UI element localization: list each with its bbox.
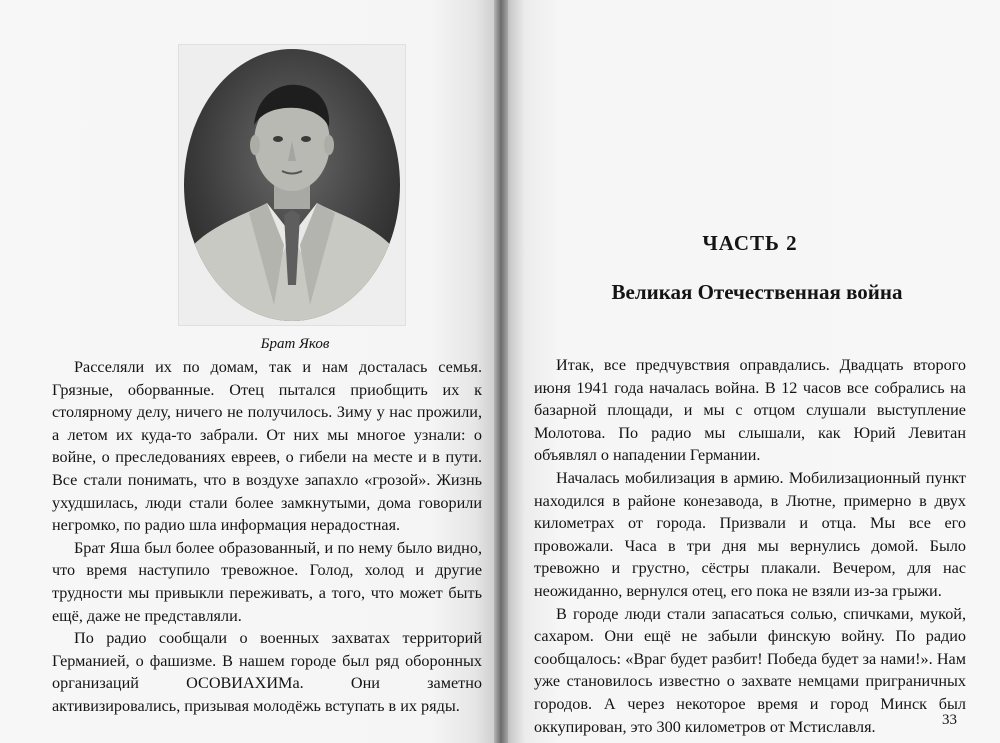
paragraph: По радио сообщали о военных захватах территорий Германией, о фашизме. В нашем городе был ряд оборонных организаций ОСОВИАХИМа. Они заметно активизировались, призывая молодёжь вступать в их ряды. [52, 629, 482, 715]
paragraph: Расселяли их по домам, так и нам досталась семья. Грязные, оборванные. Отец пытался приобщить их к столярному делу, ничего не получилось. Зиму у нас прожили, а летом их куда-то забрали. От них мы многое узнали: о войне, о преследованиях евреев, о гибели на месте и в пути. Все стали понимать, что в воздухе запахло «грозой». Жизнь ухудшилась, люди стали более замкнутыми, дома говорили негромко, по радио шла информация нерадостная. [52, 358, 482, 535]
paragraph: Брат Яша был более образованный, и по нему было видно, что время наступило тревожное. Голод, холод и другие трудности мы привыкли переживать, а того, что может быть ещё, даже не представляли. [52, 538, 482, 625]
left-page-text [52, 356, 482, 718]
part-title: Великая Отечественная война [611, 280, 903, 304]
part-label: ЧАСТЬ 2 [702, 231, 798, 255]
photo-caption: Брат Яков [260, 336, 330, 352]
portrait-image [179, 45, 405, 325]
paragraph: В городе люди стали запасаться солью, спичками, мукой, сахаром. Они ещё не забыли финскую войну. По радио сообщалось: «Враг будет разбит! Победа будет за нами!». Нам уже становилось известно о захвате немцами приграничных городов. А через некоторое время и город Минск был оккупирован, это 300 километров от Мстиславля. [534, 604, 966, 736]
portrait-photo [178, 44, 406, 326]
right-page-text [534, 354, 966, 738]
book-gutter [494, 0, 508, 743]
page-number: 33 [942, 712, 957, 728]
paragraph: Началась мобилизация в армию. Мобилизационный пункт находился в районе конезавода, в Лютне, примерно в двух километрах от города. Призвали и отца. Мы все его провожали. Часа в три дня мы вернулись домой. Было тревожно и грустно, сёстры плакали. Вечером, для нас неожиданно, вернулся отец, его пока не взяли из-за грыжи. [534, 468, 966, 600]
paragraph: Итак, все предчувствия оправдались. Двадцать второго июня 1941 года началась война. В 12 часов все собрались на базарной площади, и мы с отцом слушали выступление Молотова. По радио мы слышали, как Юрий Левитан объявлял о нападении Германии. [534, 356, 966, 465]
